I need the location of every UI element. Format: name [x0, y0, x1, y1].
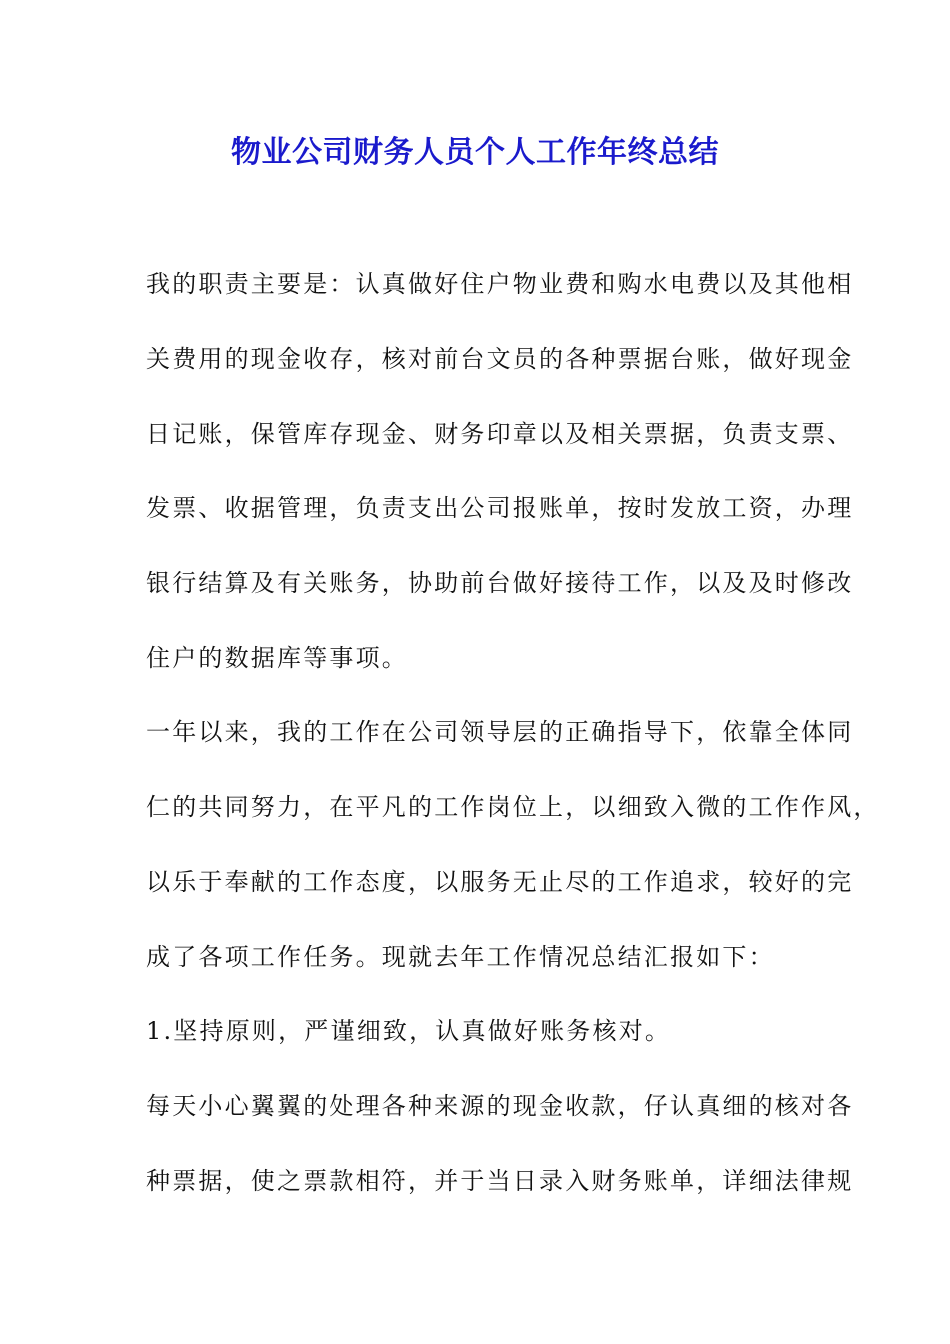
body-line-8: 仁的共同努力，在平凡的工作岗位上，以细致入微的工作作风，: [146, 793, 880, 821]
body-line-10: 成了各项工作任务。现就去年工作情况总结汇报如下：: [146, 943, 775, 971]
body-line-1: 我的职责主要是：认真做好住户物业费和购水电费以及其他相: [146, 270, 854, 298]
body-line-6: 住户的数据库等事项。: [146, 644, 408, 672]
body-line-7: 一年以来，我的工作在公司领导层的正确指导下，依靠全体同: [146, 718, 854, 746]
body-line-12: 每天小心翼翼的处理各种来源的现金收款，仔认真细的核对各: [146, 1092, 854, 1120]
body-line-2: 关费用的现金收存，核对前台文员的各种票据台账，做好现金: [146, 345, 854, 373]
body-line-5: 银行结算及有关账务，协助前台做好接待工作，以及及时修改: [146, 569, 854, 597]
body-line-4: 发票、收据管理，负责支出公司报账单，按时发放工资，办理: [146, 494, 854, 522]
body-line-3: 日记账，保管库存现金、财务印章以及相关票据，负责支票、: [146, 420, 854, 448]
body-line-11: 1.坚持原则，严谨细致，认真做好账务核对。: [146, 1017, 672, 1045]
body-line-9: 以乐于奉献的工作态度，以服务无止尽的工作追求，较好的完: [146, 868, 854, 896]
body-line-13: 种票据，使之票款相符，并于当日录入财务账单，详细法律规: [146, 1167, 854, 1195]
document-title: 物业公司财务人员个人工作年终总结: [231, 135, 719, 170]
